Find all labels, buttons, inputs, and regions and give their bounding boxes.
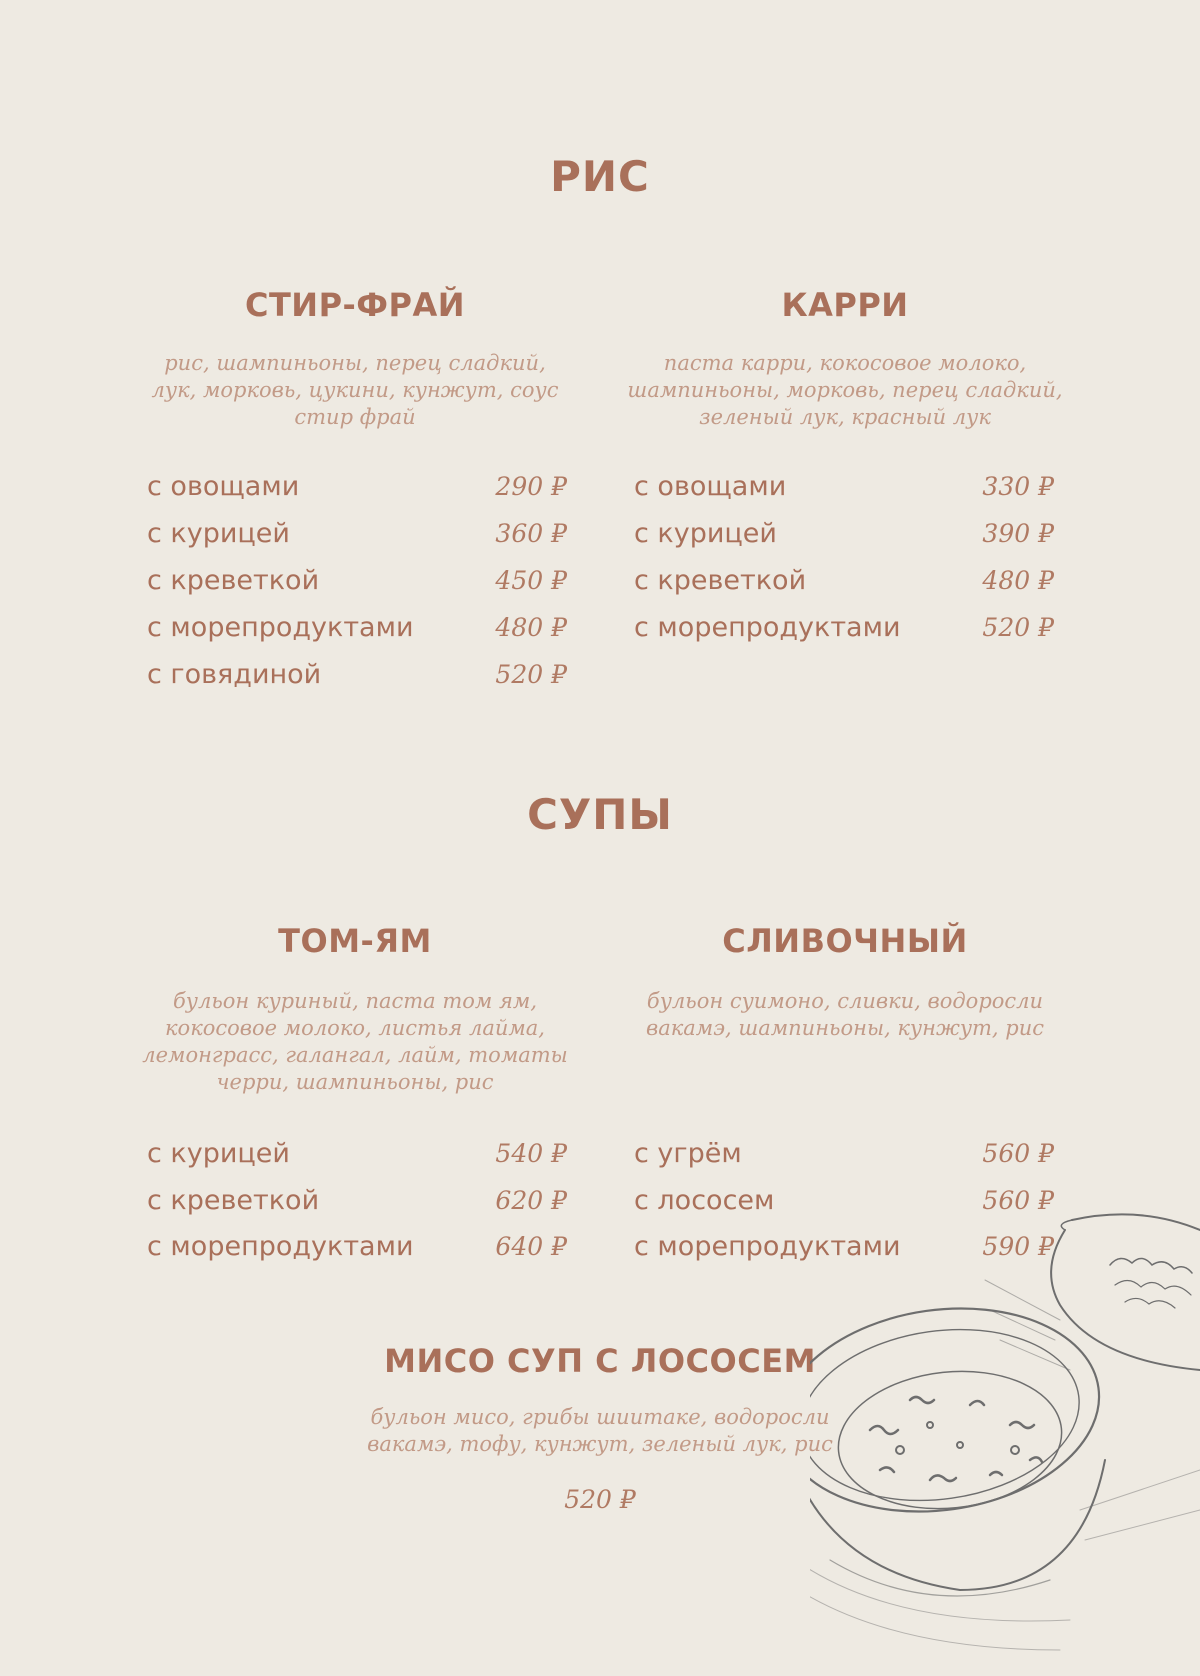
item-price: 450 ₽ — [495, 565, 567, 595]
menu-item — [147, 1180, 567, 1220]
dish-title-stir-fry: СТИР-ФРАЙ — [244, 286, 466, 324]
menu-item — [634, 466, 1054, 506]
dish-description-tom-yum: бульон куриный, паста том ям, кокосовое молоко, листья лайма, лемонграсс, галангал, лайм, томаты черри, шампиньоны, рис — [142, 989, 568, 1094]
item-name: с курицей — [634, 517, 777, 549]
item-price: 560 ₽ — [982, 1138, 1054, 1168]
miso-soup-price: 520 ₽ — [564, 1485, 636, 1514]
item-price: 520 ₽ — [495, 659, 567, 689]
item-price: 480 ₽ — [982, 565, 1054, 595]
item-name: с креветкой — [147, 564, 320, 596]
menu-item — [634, 1133, 1054, 1173]
menu-item — [147, 1226, 567, 1266]
item-name: с угрём — [634, 1137, 742, 1169]
item-price: 540 ₽ — [495, 1138, 567, 1168]
menu-item — [147, 1133, 567, 1173]
item-price: 390 ₽ — [982, 518, 1054, 548]
item-name: с овощами — [634, 470, 787, 502]
menu-item — [147, 607, 567, 647]
dish-title-miso-soup: МИСО СУП С ЛОСОСЕМ — [384, 1342, 816, 1380]
dish-title-curry: КАРРИ — [781, 286, 909, 324]
dish-description-miso-soup: бульон мисо, грибы шиитаке, водоросли вакамэ, тофу, кунжут, зеленый лук, рис — [367, 1405, 833, 1456]
item-name: с морепродуктами — [147, 1230, 414, 1262]
item-name: с овощами — [147, 470, 300, 502]
item-price: 290 ₽ — [495, 471, 567, 501]
item-name: с морепродуктами — [147, 611, 414, 643]
menu-item — [147, 466, 567, 506]
item-price: 590 ₽ — [982, 1231, 1054, 1261]
item-name: с курицей — [147, 1137, 290, 1169]
dish-title-tom-yum: ТОМ-ЯМ — [278, 922, 432, 960]
item-price: 620 ₽ — [495, 1185, 567, 1215]
section-title-soups: СУПЫ — [527, 790, 673, 839]
item-price: 560 ₽ — [982, 1185, 1054, 1215]
item-name: с креветкой — [147, 1184, 320, 1216]
item-price: 640 ₽ — [495, 1231, 567, 1261]
menu-item — [147, 654, 567, 694]
item-name: с морепродуктами — [634, 611, 901, 643]
menu-item — [147, 513, 567, 553]
dish-description-stir-fry: рис, шампиньоны, перец сладкий, лук, морковь, цукини, кунжут, соус стир фрай — [151, 351, 559, 429]
dish-title-creamy: СЛИВОЧНЫЙ — [722, 922, 968, 960]
item-name: с лососем — [634, 1184, 775, 1216]
item-price: 330 ₽ — [982, 471, 1054, 501]
menu-item — [634, 607, 1054, 647]
item-name: с курицей — [147, 517, 290, 549]
dish-description-creamy: бульон суимоно, сливки, водоросли вакамэ, шампиньоны, кунжут, рис — [646, 989, 1044, 1040]
item-price: 360 ₽ — [495, 518, 567, 548]
item-name: с морепродуктами — [634, 1230, 901, 1262]
item-name: с креветкой — [634, 564, 807, 596]
menu-item — [634, 513, 1054, 553]
dish-description-curry: паста карри, кокосовое молоко, шампиньоны, морковь, перец сладкий, зеленый лук, красный лук — [627, 351, 1063, 429]
item-name: с говядиной — [147, 658, 322, 690]
soup-bowls-sketch-icon — [810, 1210, 1200, 1676]
item-price: 480 ₽ — [495, 612, 567, 642]
menu-item — [147, 560, 567, 600]
section-title-rice: РИС — [550, 152, 650, 201]
menu-item — [634, 560, 1054, 600]
item-price: 520 ₽ — [982, 612, 1054, 642]
